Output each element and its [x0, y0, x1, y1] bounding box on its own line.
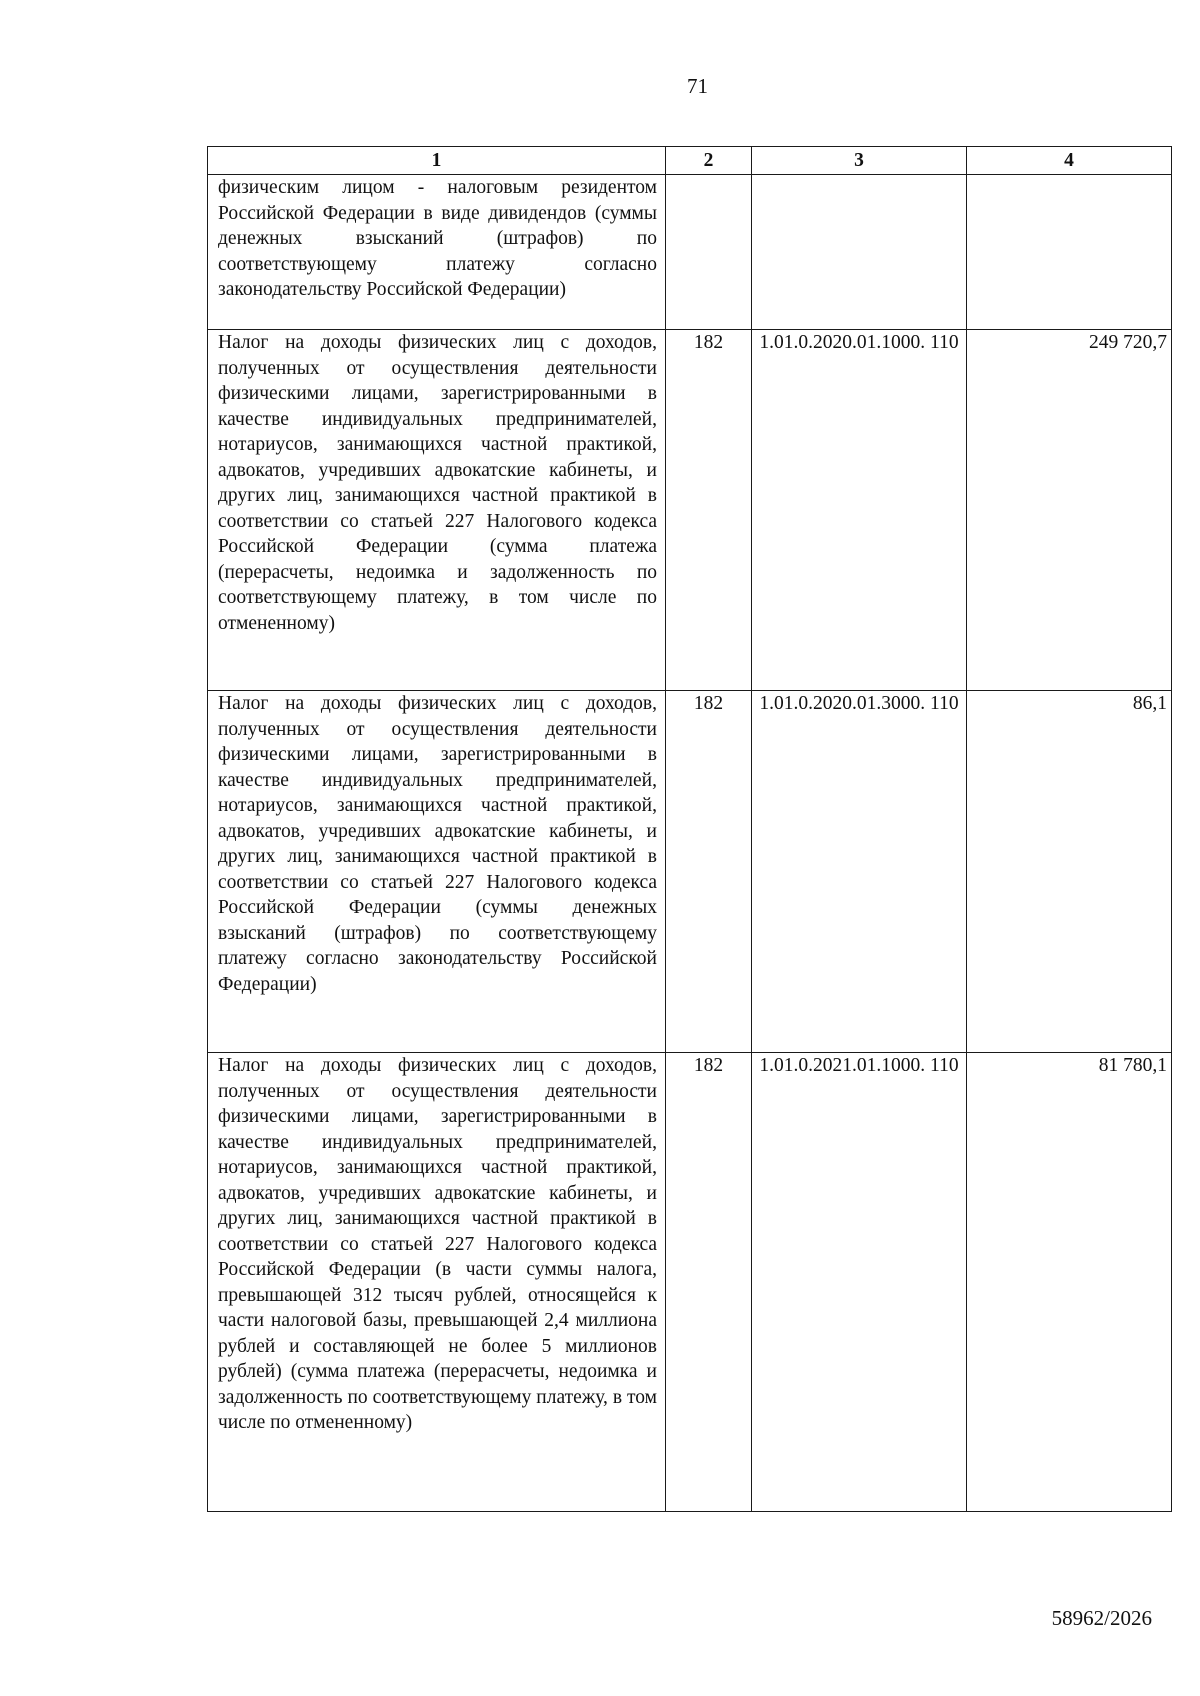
row-description: Налог на доходы физических лиц с доходов, полученных от осуществления деятельности физическими лицами, зарегистрированными в качестве индивидуальных предпринимателей, нотариусов, занимающихся частной практикой, адвокатов, учредивших адвокатские кабинеты, и других лиц, занимающихся частной практикой в соответствии со статьей 227 Налогового кодекса Российской Федерации (сумма платежа (перерасчеты, недоимка и задолженность по соответствующему платежу, в том числе по отмененному)	[208, 330, 666, 691]
row-amount: 81 780,1	[967, 1053, 1172, 1512]
column-header-1: 1	[208, 147, 666, 175]
page-number: 71	[687, 74, 708, 98]
table-row	[208, 175, 1172, 330]
document-registration-number: 58962/2026	[1051, 1606, 1152, 1630]
row-kbk-code: 1.01.0.2020.01.1000. 110	[752, 330, 967, 691]
row-kbk-code	[752, 175, 967, 330]
row-admin-code	[666, 175, 752, 330]
row-admin-code: 182	[666, 1053, 752, 1512]
row-amount	[967, 175, 1172, 330]
table-row	[208, 330, 1172, 691]
table-header-row	[208, 147, 1172, 175]
row-amount: 249 720,7	[967, 330, 1172, 691]
row-amount: 86,1	[967, 691, 1172, 1053]
row-kbk-code: 1.01.0.2021.01.1000. 110	[752, 1053, 967, 1512]
row-description: физическим лицом - налоговым резидентом Российской Федерации в виде дивидендов (суммы денежных взысканий (штрафов) по соответствующему платежу согласно законодательству Российской Федерации)	[208, 175, 666, 330]
table-row	[208, 691, 1172, 1053]
row-description: Налог на доходы физических лиц с доходов, полученных от осуществления деятельности физическими лицами, зарегистрированными в качестве индивидуальных предпринимателей, нотариусов, занимающихся частной практикой, адвокатов, учредивших адвокатские кабинеты, и других лиц, занимающихся частной практикой в соответствии со статьей 227 Налогового кодекса Российской Федерации (в части суммы налога, превышающей 312 тысяч рублей, относящейся к части налоговой базы, превышающей 2,4 миллиона рублей и составляющей не более 5 миллионов рублей) (сумма платежа (перерасчеты, недоимка и задолженность по соответствующему платежу, в том числе по отмененному)	[208, 1053, 666, 1512]
row-kbk-code: 1.01.0.2020.01.3000. 110	[752, 691, 967, 1053]
row-admin-code: 182	[666, 330, 752, 691]
row-description: Налог на доходы физических лиц с доходов, полученных от осуществления деятельности физическими лицами, зарегистрированными в качестве индивидуальных предпринимателей, нотариусов, занимающихся частной практикой, адвокатов, учредивших адвокатские кабинеты, и других лиц, занимающихся частной практикой в соответствии со статьей 227 Налогового кодекса Российской Федерации (суммы денежных взысканий (штрафов) по соответствующему платежу согласно законодательству Российской Федерации)	[208, 691, 666, 1053]
table-row	[208, 1053, 1172, 1512]
row-admin-code: 182	[666, 691, 752, 1053]
budget-revenue-table	[207, 146, 1172, 1512]
column-header-3: 3	[752, 147, 967, 175]
column-header-2: 2	[666, 147, 752, 175]
column-header-4: 4	[967, 147, 1172, 175]
